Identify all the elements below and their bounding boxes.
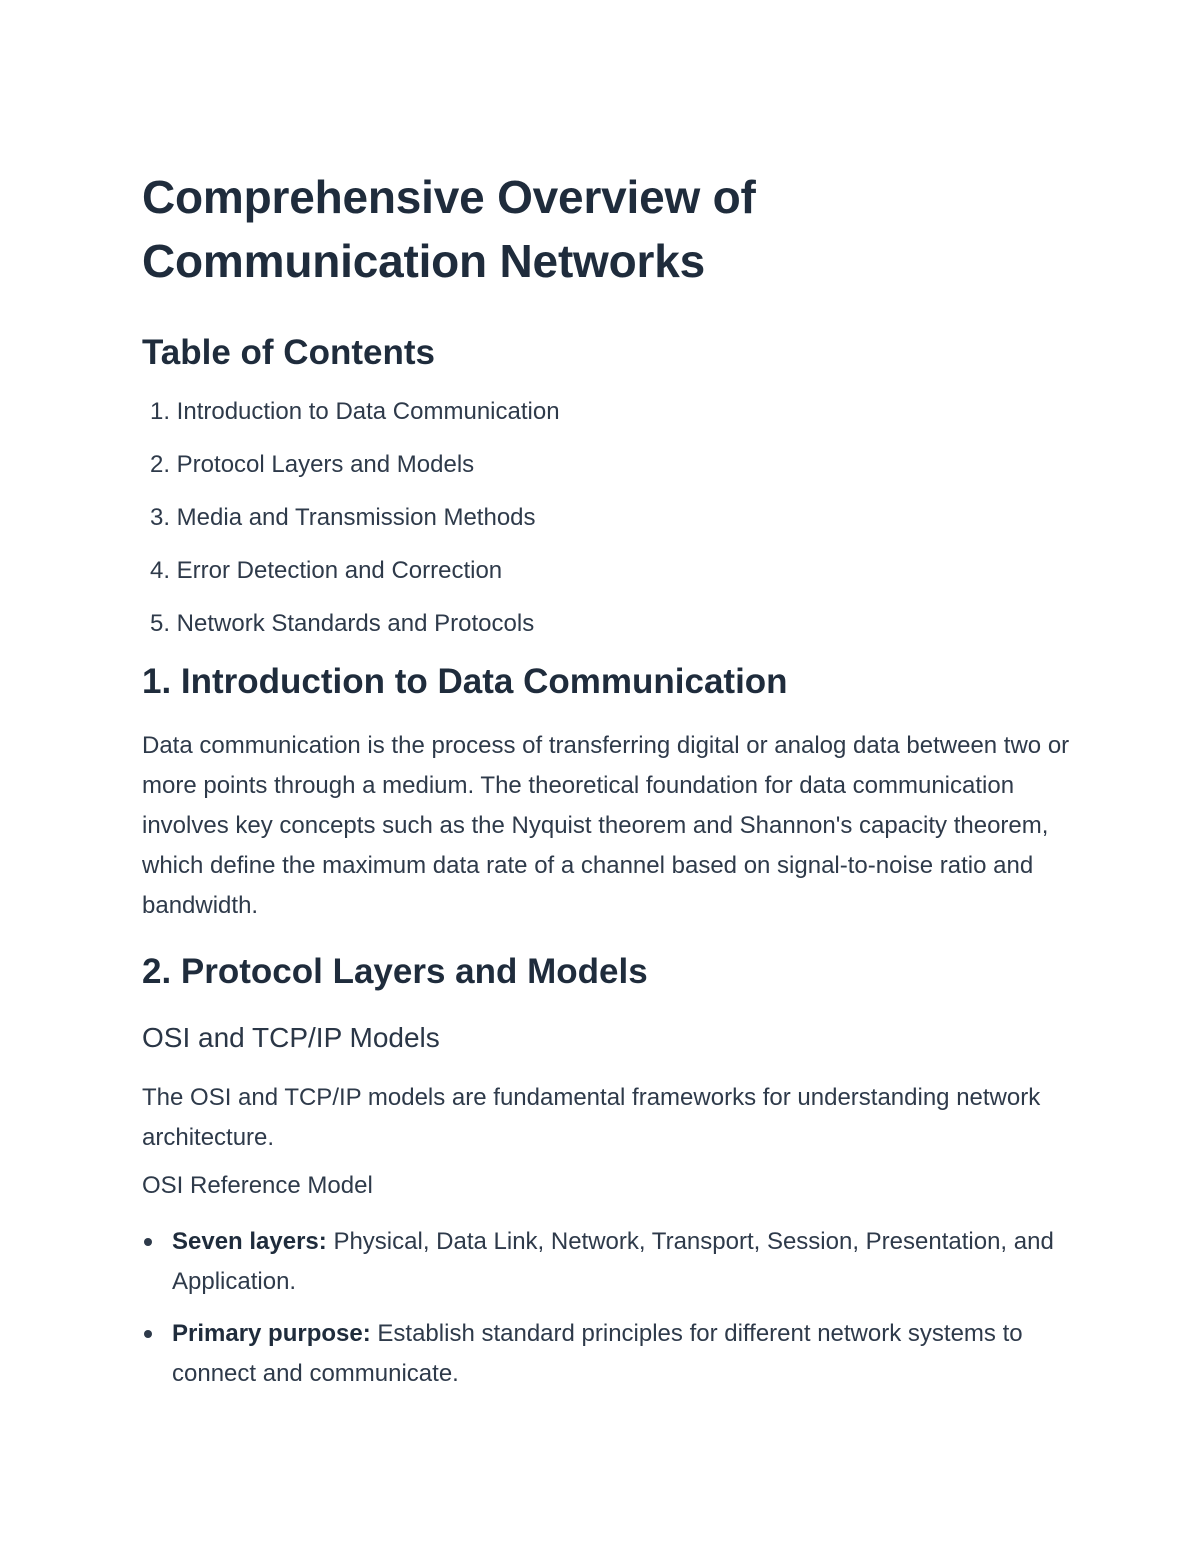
bullet-list	[142, 1222, 1072, 1394]
bullet-text: Establish standard principles for different network systems to connect and communicate.	[172, 1320, 1023, 1387]
toc-item[interactable]	[142, 503, 1072, 533]
section-paragraph: The OSI and TCP/IP models are fundamental frameworks for understanding network architecture.	[142, 1084, 1041, 1151]
toc-item-number: 5.	[149, 610, 170, 637]
document-title: Comprehensive Overview of Communication Networks	[142, 171, 756, 287]
bullet-icon	[144, 1238, 152, 1246]
toc-item-number: 4.	[149, 557, 170, 584]
toc-item-label: Network Standards and Protocols	[176, 610, 535, 637]
toc-item-number: 2.	[149, 451, 170, 478]
toc-item[interactable]	[142, 450, 1072, 480]
toc-item-number: 1.	[149, 398, 170, 425]
list-item	[142, 1314, 1072, 1394]
toc-item-label: Media and Transmission Methods	[176, 504, 536, 531]
section-paragraph: Data communication is the process of transferring digital or analog data between two or more points through a medium. The theoretical foundation for data communication involves key concepts such as the Nyquist theorem and Shannon's capacity theorem, which define the maximum data rate of a channel based on signal-to-noise ratio and bandwidth.	[142, 732, 1070, 919]
bullet-term: Seven layers:	[172, 1228, 327, 1255]
document-page	[142, 165, 1072, 1406]
toc-list	[142, 397, 1072, 639]
subsection-heading: OSI and TCP/IP Models	[142, 1022, 440, 1053]
toc-item[interactable]	[142, 397, 1072, 427]
bullet-term: Primary purpose:	[172, 1320, 371, 1347]
toc-item[interactable]	[142, 556, 1072, 586]
list-item	[142, 1222, 1072, 1302]
bullet-icon	[144, 1330, 152, 1338]
model-label: OSI Reference Model	[142, 1172, 373, 1199]
toc-item-label: Protocol Layers and Models	[176, 451, 475, 478]
section-heading: 1. Introduction to Data Communication	[142, 662, 788, 701]
toc-heading: Table of Contents	[142, 333, 435, 372]
toc-item-number: 3.	[149, 504, 170, 531]
section-heading: 2. Protocol Layers and Models	[142, 952, 648, 991]
toc-item-label: Introduction to Data Communication	[176, 398, 560, 425]
bullet-text: Physical, Data Link, Network, Transport, Session, Presentation, and Application.	[172, 1228, 1054, 1295]
toc-item-label: Error Detection and Correction	[176, 557, 503, 584]
toc-item[interactable]	[142, 609, 1072, 639]
